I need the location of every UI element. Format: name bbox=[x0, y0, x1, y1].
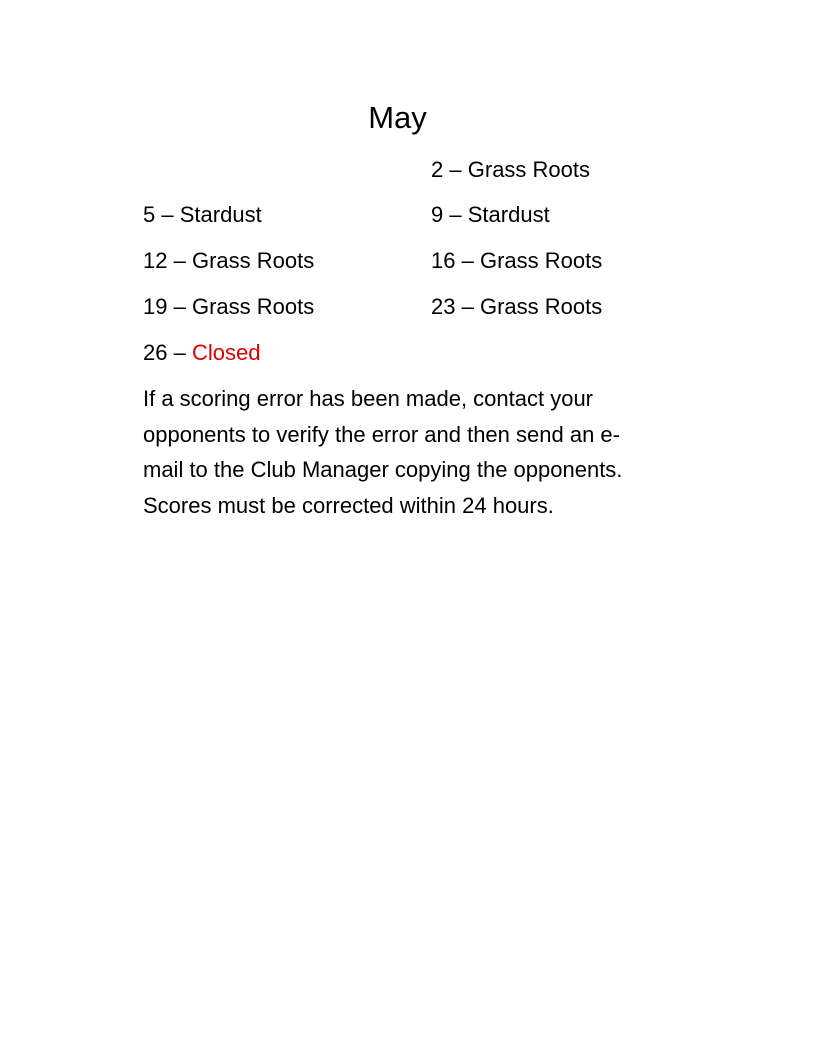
notice-line: Scores must be corrected within 24 hours. bbox=[143, 492, 554, 518]
entry-day: 5 bbox=[143, 202, 156, 227]
closed-status: Closed bbox=[191, 340, 261, 365]
entry-day: 26 bbox=[143, 340, 168, 365]
entry-game: Grass Roots bbox=[479, 248, 603, 273]
entry-dash: – bbox=[461, 248, 474, 273]
entry-day: 2 bbox=[431, 157, 444, 182]
entry-dash: – bbox=[449, 157, 462, 182]
schedule-entry bbox=[431, 292, 602, 322]
entry-day: 16 bbox=[431, 248, 456, 273]
schedule-entry bbox=[431, 246, 602, 276]
entry-dash: – bbox=[449, 202, 462, 227]
entry-dash: – bbox=[461, 294, 474, 319]
schedule-entry-closed bbox=[143, 338, 260, 368]
entry-dash: – bbox=[173, 248, 186, 273]
month-title: May bbox=[368, 100, 427, 135]
entry-game: Stardust bbox=[179, 202, 262, 227]
schedule-entry bbox=[143, 246, 314, 276]
entry-dash: – bbox=[173, 340, 186, 365]
entry-day: 12 bbox=[143, 248, 168, 273]
entry-dash: – bbox=[161, 202, 174, 227]
entry-game: Grass Roots bbox=[191, 294, 315, 319]
entry-game: Grass Roots bbox=[191, 248, 315, 273]
entry-day: 23 bbox=[431, 294, 456, 319]
schedule-entry bbox=[143, 292, 314, 322]
schedule-entry bbox=[143, 200, 262, 230]
notice-line: If a scoring error has been made, contact your bbox=[143, 386, 594, 411]
schedule-entry bbox=[431, 200, 550, 230]
entry-game: Grass Roots bbox=[479, 294, 603, 319]
entry-day: 9 bbox=[431, 202, 444, 227]
entry-day: 19 bbox=[143, 294, 168, 319]
notice-line: mail to the Club Manager copying the opponents. bbox=[143, 457, 623, 482]
entry-dash: – bbox=[173, 294, 186, 319]
scoring-error-notice bbox=[143, 381, 703, 523]
notice-line: opponents to verify the error and then send an e- bbox=[143, 421, 620, 447]
schedule-entry bbox=[431, 155, 590, 185]
entry-game: Grass Roots bbox=[467, 157, 591, 182]
entry-game: Stardust bbox=[467, 202, 550, 227]
